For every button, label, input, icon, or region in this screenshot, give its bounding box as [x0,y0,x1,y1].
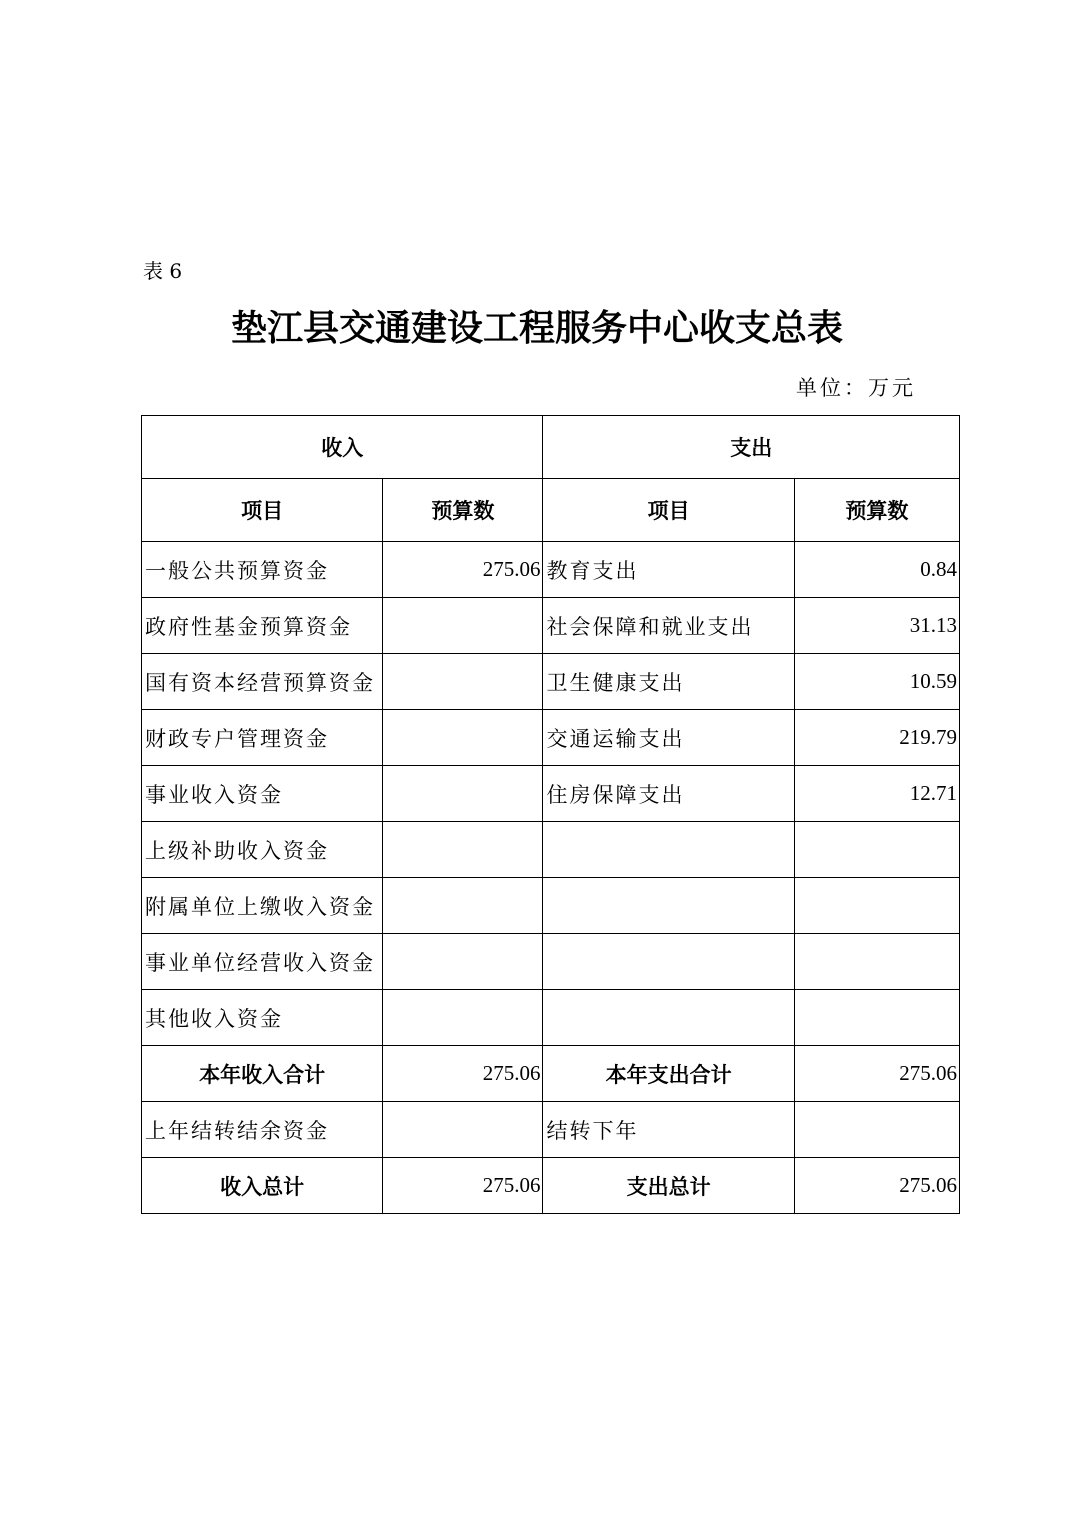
expense-item-cell [543,990,794,1046]
income-budget-cell [383,598,543,654]
income-item-cell: 附属单位上缴收入资金 [142,878,383,934]
income-item-column-header: 项目 [142,479,383,542]
expense-budget-cell [794,1102,959,1158]
table-row [142,878,960,934]
expense-budget-cell: 0.84 [794,542,959,598]
income-item-cell: 本年收入合计 [142,1046,383,1102]
income-budget-cell: 275.06 [383,1046,543,1102]
expense-item-cell: 交通运输支出 [543,710,794,766]
income-item-cell: 一般公共预算资金 [142,542,383,598]
table-row [142,598,960,654]
page-title: 垫江县交通建设工程服务中心收支总表 [230,307,843,349]
income-budget-cell [383,1102,543,1158]
income-budget-cell: 275.06 [383,542,543,598]
table-row [142,766,960,822]
table-number-label: 表 6 [143,259,183,283]
expense-item-cell [543,822,794,878]
group-header-row [142,416,960,479]
expense-budget-cell [794,878,959,934]
expense-budget-cell [794,934,959,990]
income-budget-cell [383,878,543,934]
expense-budget-cell: 275.06 [794,1046,959,1102]
grand-total-row [142,1158,960,1214]
income-budget-cell [383,822,543,878]
income-budget-column-header: 预算数 [383,479,543,542]
expense-item-cell: 本年支出合计 [543,1046,794,1102]
expense-budget-cell: 10.59 [794,654,959,710]
expense-budget-cell [794,990,959,1046]
income-item-cell: 收入总计 [142,1158,383,1214]
income-item-cell: 事业收入资金 [142,766,383,822]
expense-item-cell: 教育支出 [543,542,794,598]
income-item-cell: 上级补助收入资金 [142,822,383,878]
income-item-cell: 事业单位经营收入资金 [142,934,383,990]
income-budget-cell [383,766,543,822]
income-budget-cell [383,990,543,1046]
expense-item-cell [543,934,794,990]
unit-label: 单位：万元 [796,376,916,400]
income-item-cell: 国有资本经营预算资金 [142,654,383,710]
column-header-row [142,479,960,542]
expense-item-cell: 社会保障和就业支出 [543,598,794,654]
carry-over-row [142,1102,960,1158]
income-expense-summary-table [141,415,960,1214]
expense-budget-cell [794,822,959,878]
expense-item-cell: 住房保障支出 [543,766,794,822]
subtotal-row [142,1046,960,1102]
income-budget-cell: 275.06 [383,1158,543,1214]
table-row [142,990,960,1046]
expense-budget-cell: 12.71 [794,766,959,822]
expense-header: 支出 [543,416,960,479]
income-budget-cell [383,654,543,710]
table-row [142,822,960,878]
expense-item-cell: 卫生健康支出 [543,654,794,710]
expense-item-cell: 结转下年 [543,1102,794,1158]
expense-budget-column-header: 预算数 [794,479,959,542]
income-item-cell: 财政专户管理资金 [142,710,383,766]
expense-item-cell [543,878,794,934]
table-row [142,542,960,598]
expense-item-column-header: 项目 [543,479,794,542]
income-item-cell: 政府性基金预算资金 [142,598,383,654]
expense-budget-cell: 31.13 [794,598,959,654]
expense-item-cell: 支出总计 [543,1158,794,1214]
expense-budget-cell: 275.06 [794,1158,959,1214]
table-row [142,934,960,990]
income-item-cell: 其他收入资金 [142,990,383,1046]
income-header: 收入 [142,416,543,479]
table-row [142,654,960,710]
income-budget-cell [383,710,543,766]
expense-budget-cell: 219.79 [794,710,959,766]
income-item-cell: 上年结转结余资金 [142,1102,383,1158]
table-row [142,710,960,766]
income-budget-cell [383,934,543,990]
